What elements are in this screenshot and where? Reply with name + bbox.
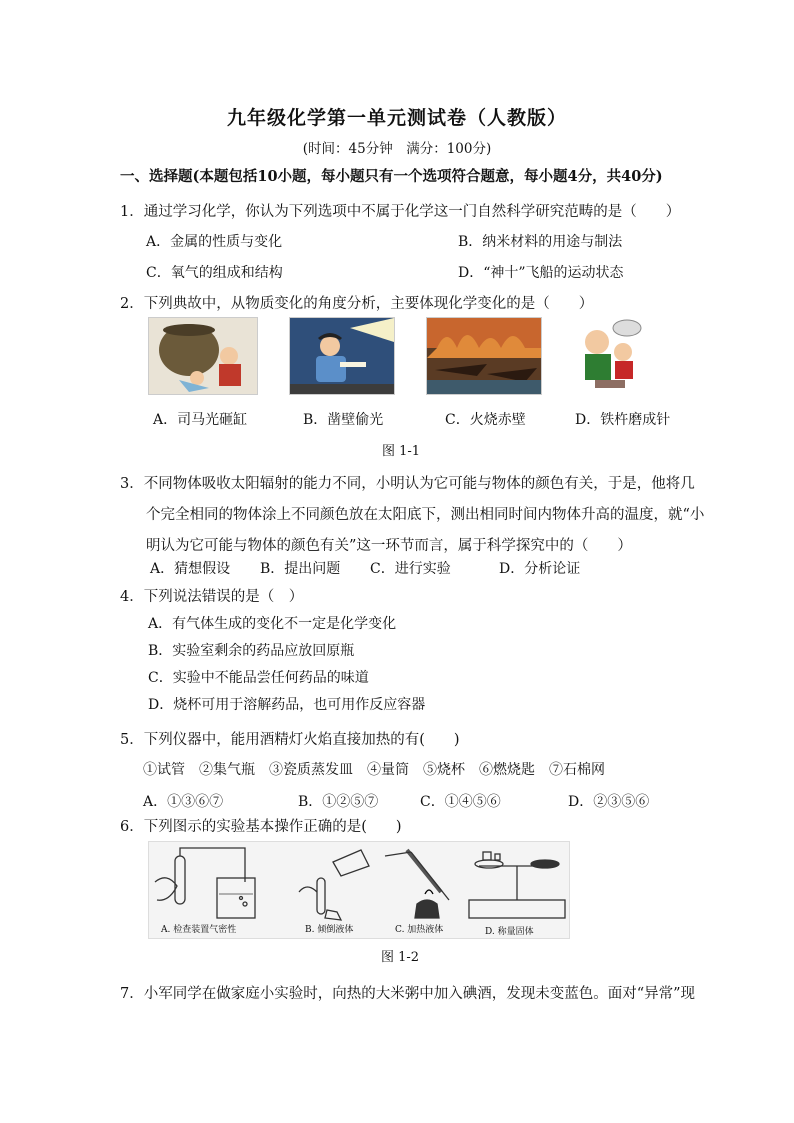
image-tie-chu-mo-zhen — [574, 317, 644, 395]
question-4-option-c: C．实验中不能品尝任何药品的味道 — [148, 670, 369, 686]
question-2-option-c: C．火烧赤壁 — [445, 412, 526, 428]
question-3-line-3: 明认为它可能与物体的颜色有关”这一环节而言，属于科学探究中的（ ） — [146, 538, 632, 554]
image-sima-guang — [148, 317, 258, 395]
image-huo-shao-chi-bi — [426, 317, 542, 395]
figure-1-2-lab-operations — [148, 841, 570, 939]
figure-1-2-caption: 图 1-2 — [381, 950, 420, 965]
question-2-option-d: D．铁杵磨成针 — [575, 412, 671, 428]
question-3-line-1: 3．不同物体吸收太阳辐射的能力不同，小明认为它可能与物体的颜色有关，于是，他将几 — [120, 476, 695, 492]
question-1-option-c: C．氧气的组成和结构 — [146, 265, 283, 281]
question-1-option-a: A．金属的性质与变化 — [146, 234, 283, 250]
question-3-option-b: B．提出问题 — [260, 561, 341, 577]
question-5-option-c: C．①④⑤⑥ — [420, 794, 501, 810]
label-c: C. 加热液体 — [395, 925, 444, 935]
question-5-stem: 5．下列仪器中，能用酒精灯火焰直接加热的有( ) — [120, 732, 460, 748]
question-5-option-d: D．②③⑤⑥ — [568, 794, 650, 810]
page-title: 九年级化学第一单元测试卷（人教版） — [226, 107, 567, 129]
question-3-line-2: 个完全相同的物体涂上不同颜色放在太阳底下，测出相同时间内物体升高的温度，就“小 — [146, 507, 705, 523]
label-b: B. 倾倒液体 — [305, 925, 354, 935]
question-1-stem: 1．通过学习化学，你认为下列选项中不属于化学这一门自然科学研究范畴的是（ ） — [120, 204, 681, 220]
question-5-items: ①试管 ②集气瓶 ③瓷质蒸发皿 ④量筒 ⑤烧杯 ⑥燃烧匙 ⑦石棉网 — [143, 762, 605, 778]
question-2-option-a: A．司马光砸缸 — [153, 412, 248, 428]
question-3-option-d: D．分析论证 — [499, 561, 581, 577]
question-1-option-b: B．纳米材料的用途与制法 — [458, 234, 623, 250]
question-4-option-a: A．有气体生成的变化不一定是化学变化 — [148, 616, 397, 632]
question-3-option-a: A．猜想假设 — [150, 561, 231, 577]
label-d: D. 称量固体 — [485, 927, 534, 937]
lab-operations-drawing — [149, 842, 569, 938]
question-2-option-b: B．凿壁偷光 — [303, 412, 384, 428]
label-a: A. 检查装置气密性 — [161, 925, 237, 935]
section-heading: 一、选择题(本题包括10小题，每小题只有一个选项符合题意，每小题4分，共40分) — [120, 168, 663, 185]
figure-1-1-caption: 图 1-1 — [382, 444, 421, 459]
question-4-option-b: B．实验室剩余的药品应放回原瓶 — [148, 643, 355, 659]
question-4-stem: 4．下列说法错误的是（ ） — [120, 589, 304, 605]
question-5-option-b: B．①②⑤⑦ — [298, 794, 379, 810]
question-5-option-a: A．①③⑥⑦ — [143, 794, 224, 810]
question-7-line-1: 7．小军同学在做家庭小实验时，向热的大米粥中加入碘酒，发现未变蓝色。面对“异常”现 — [120, 986, 696, 1002]
question-3-option-c: C．进行实验 — [370, 561, 451, 577]
exam-info: (时间：45分钟 满分：100分) — [302, 141, 492, 157]
question-2-stem: 2．下列典故中，从物质变化的角度分析，主要体现化学变化的是（ ） — [120, 296, 594, 312]
question-1-option-d: D．“神十”飞船的运动状态 — [458, 265, 624, 281]
image-zao-bi-tou-guang — [289, 317, 395, 395]
question-4-option-d: D．烧杯可用于溶解药品，也可用作反应容器 — [148, 697, 426, 713]
question-6-stem: 6．下列图示的实验基本操作正确的是( ) — [120, 819, 402, 835]
